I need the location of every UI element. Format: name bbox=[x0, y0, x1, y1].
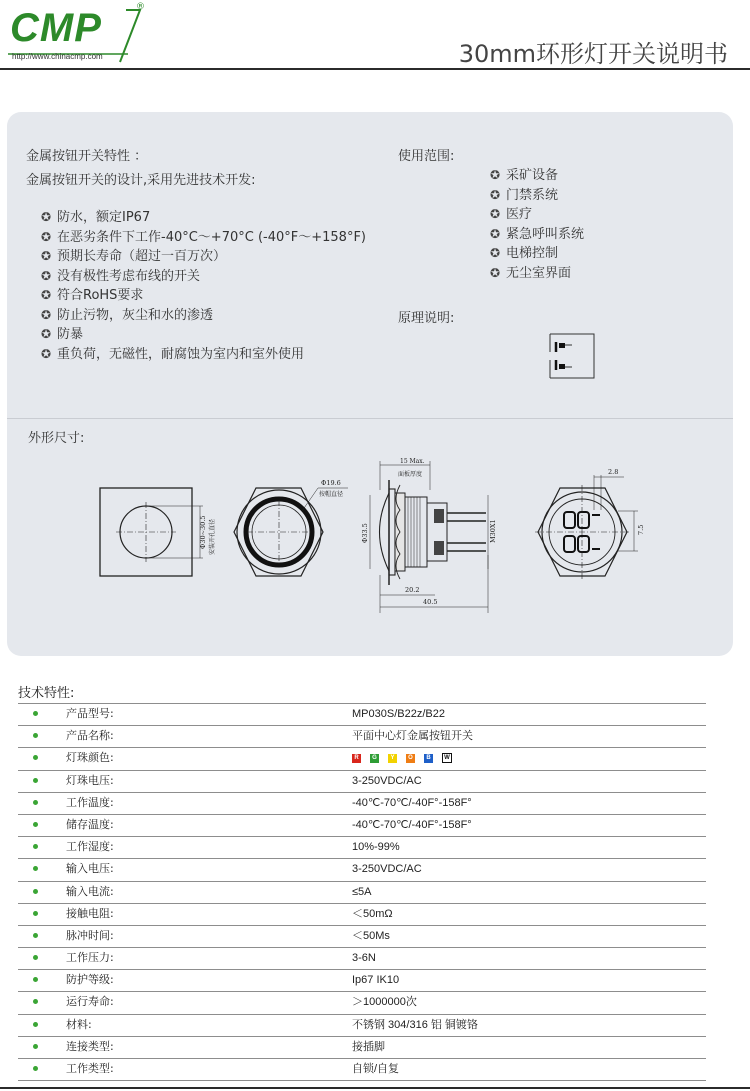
color-chip-w: W bbox=[442, 753, 452, 763]
usage-item: ✪ 采矿设备 bbox=[490, 166, 584, 186]
row-bullet-icon bbox=[33, 1066, 38, 1071]
feature-item: ✪ 符合RoHS要求 bbox=[41, 286, 366, 306]
row-bullet-icon bbox=[33, 800, 38, 805]
star-bullet-icon: ✪ bbox=[490, 187, 501, 202]
table-row: 脉冲时间: ＜50Ms bbox=[18, 925, 706, 947]
panel-cutout-drawing bbox=[100, 488, 216, 576]
front-view-drawing bbox=[234, 479, 348, 576]
ring-dia-label: Φ19.6 bbox=[321, 479, 341, 487]
thread-label: M30X1 bbox=[489, 519, 497, 543]
table-row: 接触电阻: ＜50mΩ bbox=[18, 903, 706, 925]
row-bullet-icon bbox=[33, 955, 38, 960]
star-bullet-icon: ✪ bbox=[490, 168, 501, 182]
usage-item: ✪ 电梯控制 bbox=[490, 244, 584, 264]
row-bullet-icon bbox=[33, 866, 38, 871]
star-bullet-icon: ✪ bbox=[41, 210, 52, 224]
table-row: 输入电压: 3-250VDC/AC bbox=[18, 858, 706, 880]
star-bullet-icon: ✪ bbox=[41, 307, 52, 322]
table-row: 储存温度: -40℃-70℃/-40F°-158F° bbox=[18, 814, 706, 836]
table-row: 工作压力: 3-6N bbox=[18, 947, 706, 969]
usage-item: ✪ 门禁系统 bbox=[490, 186, 584, 206]
ring-text-label: 按帽直径 bbox=[319, 491, 344, 498]
table-row: 工作湿度: 10%-99% bbox=[18, 836, 706, 858]
table-row: 工作温度: -40℃-70℃/-40F°-158F° bbox=[18, 792, 706, 814]
row-bullet-icon bbox=[33, 933, 38, 938]
usage-list bbox=[490, 166, 584, 283]
logo-text: CMP bbox=[10, 6, 102, 50]
usage-item: ✪ 医疗 bbox=[490, 205, 584, 225]
star-bullet-icon: ✪ bbox=[41, 288, 52, 302]
table-row: 工作类型: 自锁/自复 bbox=[18, 1058, 706, 1081]
row-bullet-icon bbox=[33, 822, 38, 827]
star-bullet-icon: ✪ bbox=[41, 346, 52, 361]
pin-width-label: 2.8 bbox=[608, 468, 619, 476]
feature-item: ✪ 防止污物，灰尘和水的渗透 bbox=[41, 306, 366, 326]
row-bullet-icon bbox=[33, 778, 38, 783]
registered-mark: ® bbox=[136, 2, 145, 12]
dimension-drawings bbox=[90, 455, 650, 620]
features-heading: 金属按钮开关特性 ： bbox=[26, 149, 148, 164]
feature-item: ✪ 在恶劣条件下工作-40°C～+70°C (-40°F～+158°F) bbox=[41, 228, 366, 248]
features-list bbox=[41, 208, 366, 364]
feature-item: ✪ 重负荷，无磁性，耐腐蚀为室内和室外使用 bbox=[41, 345, 366, 365]
dimensions-heading: 外形尺寸: bbox=[28, 431, 85, 446]
color-chip-y: Y bbox=[388, 754, 397, 763]
table-row: 材料: 不锈钢 304/316 铝 铜镀铬 bbox=[18, 1014, 706, 1036]
feature-item: ✪ 预期长寿命（超过一百万次） bbox=[41, 247, 366, 267]
row-bullet-icon bbox=[33, 733, 38, 738]
length-20-label: 20.2 bbox=[405, 586, 420, 594]
max-length-label: 15 Max. bbox=[400, 458, 425, 465]
star-bullet-icon: ✪ bbox=[41, 249, 52, 263]
panel-thickness-label: 面板厚度 bbox=[398, 471, 423, 478]
feature-item: ✪ 没有极性考虑布线的开关 bbox=[41, 267, 366, 287]
panel-divider bbox=[7, 418, 733, 419]
color-chip-o: O bbox=[406, 754, 415, 763]
row-bullet-icon bbox=[33, 911, 38, 916]
row-bullet-icon bbox=[33, 999, 38, 1004]
length-40-label: 40.5 bbox=[423, 598, 438, 606]
specs-heading: 技术特性: bbox=[18, 686, 75, 701]
row-bullet-icon bbox=[33, 1022, 38, 1027]
row-bullet-icon bbox=[33, 889, 38, 894]
star-bullet-icon: ✪ bbox=[41, 268, 52, 283]
star-bullet-icon: ✪ bbox=[490, 207, 501, 221]
features-intro: 金属按钮开关的设计,采用先进技术开发: bbox=[26, 173, 256, 188]
color-chip-g: G bbox=[370, 754, 379, 763]
star-bullet-icon: ✪ bbox=[490, 265, 501, 280]
pin-height-label: 7.5 bbox=[637, 524, 645, 535]
footer-divider bbox=[0, 1087, 750, 1089]
table-row: 产品型号: MP030S/B22z/B22 bbox=[18, 703, 706, 725]
color-chip-b: B bbox=[424, 754, 433, 763]
usage-heading: 使用范围: bbox=[398, 149, 455, 164]
star-bullet-icon: ✪ bbox=[490, 246, 501, 260]
side-view-drawing bbox=[361, 458, 497, 613]
table-row: 连接类型: 接插脚 bbox=[18, 1036, 706, 1058]
star-bullet-icon: ✪ bbox=[41, 327, 52, 341]
table-row: 灯珠颜色: R G Y O B W bbox=[18, 747, 706, 769]
rear-view-drawing bbox=[535, 468, 645, 579]
table-row: 输入电流: ≤5A bbox=[18, 881, 706, 903]
hole-text-label: 安装开孔直径 bbox=[209, 518, 216, 555]
table-row: 产品名称: 平面中心灯金属按钮开关 bbox=[18, 725, 706, 747]
logo-url: http://www.chinacmp.com bbox=[12, 52, 103, 61]
feature-item: ✪ 防暴 bbox=[41, 325, 366, 345]
usage-item: ✪ 紧急呼叫系统 bbox=[490, 225, 584, 245]
row-bullet-icon bbox=[33, 711, 38, 716]
table-row: 运行寿命: ＞1000000次 bbox=[18, 991, 706, 1013]
color-chip-r: R bbox=[352, 754, 361, 763]
principle-heading: 原理说明: bbox=[398, 311, 455, 326]
row-bullet-icon bbox=[33, 977, 38, 982]
specs-table bbox=[18, 703, 706, 1081]
row-bullet-icon bbox=[33, 1044, 38, 1049]
hole-dia-label: Φ30~30.5 bbox=[199, 515, 207, 549]
star-bullet-icon: ✪ bbox=[41, 229, 52, 244]
document-title: 30mm环形灯开关说明书 bbox=[458, 40, 728, 68]
row-bullet-icon bbox=[33, 755, 38, 760]
usage-item: ✪ 无尘室界面 bbox=[490, 264, 584, 284]
body-dia-label: Φ33.5 bbox=[361, 523, 369, 543]
feature-item: ✪ 防水，额定IP67 bbox=[41, 208, 366, 228]
star-bullet-icon: ✪ bbox=[490, 226, 501, 241]
header-divider bbox=[0, 68, 750, 70]
table-row: 灯珠电压: 3-250VDC/AC bbox=[18, 770, 706, 792]
row-bullet-icon bbox=[33, 844, 38, 849]
table-row: 防护等级: Ip67 IK10 bbox=[18, 969, 706, 991]
led-color-chips bbox=[352, 750, 461, 766]
circuit-diagram bbox=[546, 330, 598, 382]
